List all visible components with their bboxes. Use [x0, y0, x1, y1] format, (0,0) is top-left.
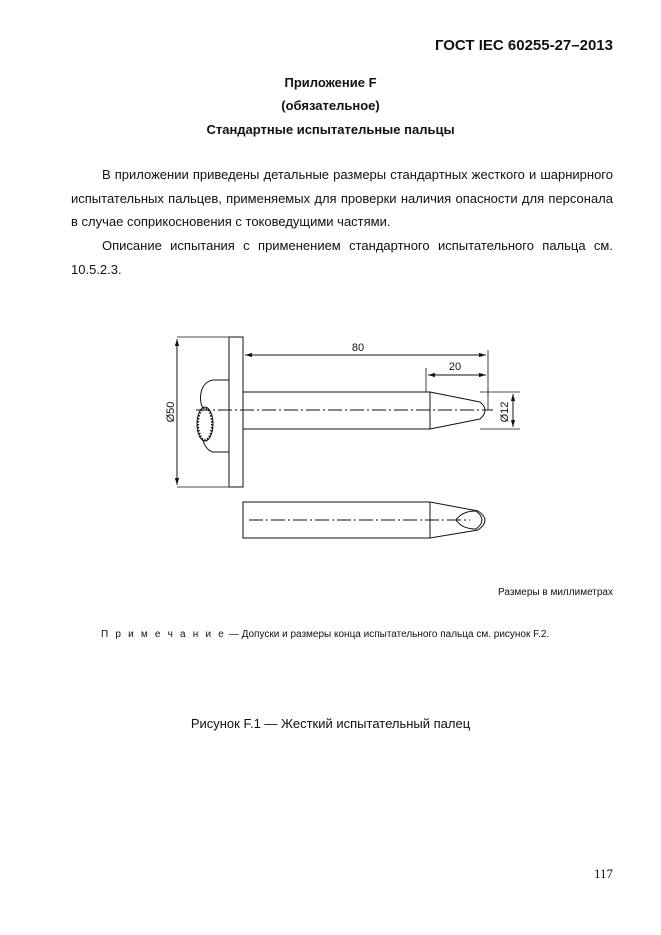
flange-plate: [229, 337, 243, 487]
dim-flange-label: Ø50: [165, 401, 177, 423]
dim-finger-label: Ø12: [499, 401, 511, 423]
paragraph-1: В приложении приведены детальные размеры стандартных жесткого и шарнирного испытательных пальцев, применяемых для проверки наличия опасности для персонала в случае соприкосновения с токоведущими частями.: [71, 167, 613, 229]
annex-type: (обязательное): [281, 98, 380, 113]
annex-name: Стандартные испытательные пальцы: [206, 122, 455, 137]
note-text: — Допуски и размеры конца испытательного пальца см. рисунок F.2.: [226, 629, 550, 640]
dim-tip-label: 20: [448, 361, 462, 373]
units-note: Размеры в миллиметрах: [498, 587, 613, 598]
paragraph-2: Описание испытания с применением стандартного испытательного пальца см. 10.5.2.3.: [71, 238, 613, 277]
figure-caption: Рисунок F.1 — Жесткий испытательный палец: [190, 716, 471, 731]
annex-title: Приложение F: [284, 75, 377, 90]
test-finger-drawing: [150, 322, 530, 552]
document-header: ГОСТ IEC 60255-27–2013: [434, 37, 613, 54]
figure-note: [101, 629, 549, 640]
note-label: П р и м е ч а н и е: [101, 629, 227, 640]
page-number: 117: [593, 866, 613, 881]
dim-length-label: 80: [351, 342, 365, 354]
